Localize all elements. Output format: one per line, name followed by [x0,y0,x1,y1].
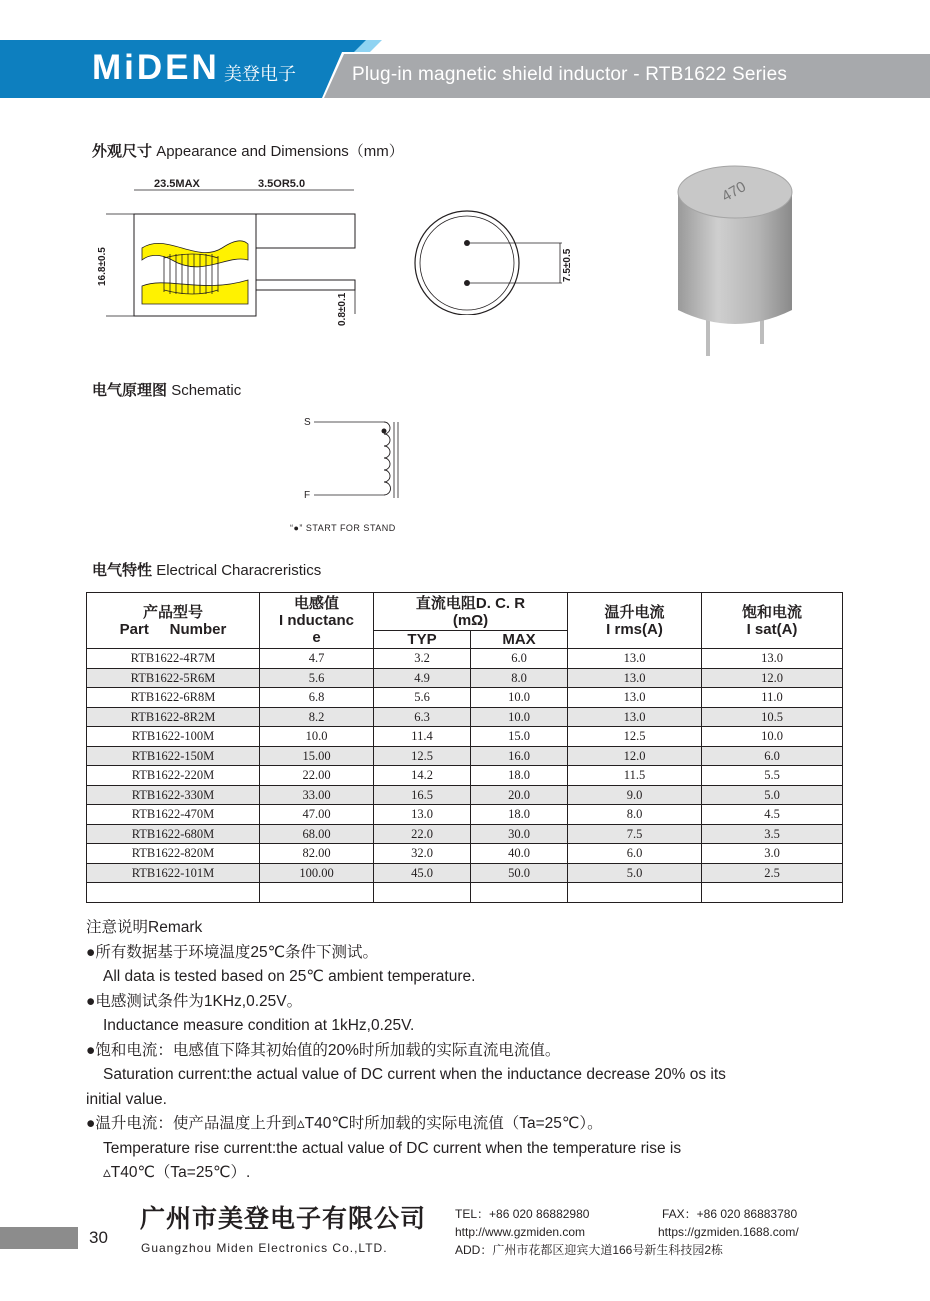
table-cell [702,883,843,903]
table-row [87,766,843,786]
col-isat: 饱和电流 I sat(A) [702,593,843,649]
table-cell: RTB1622-4R7M [87,649,260,669]
remark-1-cn: ●所有数据基于环境温度25℃条件下测试。 [86,943,379,961]
table-row [87,785,843,805]
table-cell: 13.0 [568,707,702,727]
table-cell: 10.0 [471,707,568,727]
table-cell: 32.0 [374,844,471,864]
table-cell: 6.0 [702,746,843,766]
col-dcr-typ: TYP [374,631,471,649]
schematic-finish-label: F [304,490,311,501]
product-photo [660,160,810,360]
table-cell: 13.0 [374,805,471,825]
product-marking: 470 [718,178,750,206]
table-cell: 8.0 [568,805,702,825]
contact-web[interactable]: http://www.gzmiden.com [455,1225,586,1239]
table-cell: RTB1622-8R2M [87,707,260,727]
table-cell: 18.0 [471,766,568,786]
table-cell: 10.5 [702,707,843,727]
section-schematic-heading: 电气原理图 Schematic [92,382,242,399]
electrical-characteristics-table [86,592,843,903]
table-cell: 11.5 [568,766,702,786]
table-cell: RTB1622-220M [87,766,260,786]
table-cell: RTB1622-100M [87,727,260,747]
contact-web-1688[interactable]: https://gzmiden.1688.com/ [658,1225,799,1239]
table-cell: 4.7 [260,649,374,669]
contact-address: ADD：广州市花都区迎宾大道166号新生科技园2栋 [455,1243,724,1257]
table-row [87,727,843,747]
table-cell: 40.0 [471,844,568,864]
table-cell: 5.5 [702,766,843,786]
page-title: Plug-in magnetic shield inductor - RTB1622 Series [352,64,788,85]
table-cell: 68.00 [260,824,374,844]
table-cell: 13.0 [568,688,702,708]
table-cell: 33.00 [260,785,374,805]
col-dcr-max: MAX [471,631,568,649]
side-view-drawing [92,168,392,333]
table-row [87,668,843,688]
remark-3-en: Saturation current:the actual value of DC current when the inductance decrease 20% os its [103,1066,726,1083]
table-cell: 5.0 [702,785,843,805]
table-cell [260,883,374,903]
remarks-block [86,916,846,1186]
schematic-note: “●” START FOR STAND [290,523,396,533]
table-cell: 82.00 [260,844,374,864]
remark-4-en-cont: ▵T40℃（Ta=25℃）. [103,1164,251,1181]
table-cell: 20.0 [471,785,568,805]
table-row [87,844,843,864]
table-cell [374,883,471,903]
table-cell: 13.0 [568,649,702,669]
table-cell [568,883,702,903]
dim-height: 16.8±0.5 [97,247,108,286]
table-cell: 6.0 [471,649,568,669]
table-row [87,824,843,844]
table-row [87,883,843,903]
table-cell [471,883,568,903]
remark-2-cn: ●电感测试条件为1KHz,0.25V。 [86,992,303,1010]
remark-2-en: Inductance measure condition at 1kHz,0.25V. [103,1017,415,1034]
remark-1-en: All data is tested based on 25℃ ambient temperature. [103,968,476,985]
table-cell: 15.00 [260,746,374,766]
table-cell: 10.0 [260,727,374,747]
col-irms: 温升电流 I rms(A) [568,593,702,649]
contact-fax: FAX：+86 020 86883780 [662,1207,798,1221]
table-cell: 5.6 [260,668,374,688]
company-name-en: Guangzhou Miden Electronics Co.,LTD. [141,1241,388,1255]
contact-tel: TEL：+86 020 86882980 [455,1207,590,1221]
dim-pin-dia: 0.8±0.1 [337,292,348,326]
brand-cn: 美登电子 [224,64,296,84]
col-dcr: 直流电阻D. C. R (mΩ) [374,593,568,631]
remark-3-en-cont: initial value. [86,1090,167,1108]
remark-4-cn: ●温升电流：使产品温度上升到▵T40℃时所加载的实际电流值（Ta=25℃）。 [86,1115,603,1132]
table-cell: 18.0 [471,805,568,825]
table-cell: 50.0 [471,863,568,883]
dim-pitch: 7.5±0.5 [562,248,573,282]
col-inductance: 电感值 I nductanc e [260,593,374,649]
table-cell: 10.0 [702,727,843,747]
table-cell: 14.2 [374,766,471,786]
page-number-bar [0,1227,78,1249]
dim-lead-spacing: 3.5OR5.0 [258,178,306,190]
schematic-start-label: S [304,417,311,428]
table-cell: 100.00 [260,863,374,883]
table-cell: 13.0 [568,668,702,688]
table-cell: RTB1622-470M [87,805,260,825]
table-cell: 13.0 [702,649,843,669]
bottom-view-drawing [410,210,580,315]
company-name-cn: 广州市美登电子有限公司 [140,1205,427,1233]
section-appearance-heading: 外观尺寸 Appearance and Dimensions（mm） [92,143,404,160]
table-cell: 15.0 [471,727,568,747]
remarks-title: 注意说明Remark [86,919,203,936]
table-cell: 47.00 [260,805,374,825]
table-cell: 6.0 [568,844,702,864]
table-cell: RTB1622-5R6M [87,668,260,688]
table-cell: 9.0 [568,785,702,805]
table-cell: 11.4 [374,727,471,747]
table-cell: 16.5 [374,785,471,805]
table-cell: 8.2 [260,707,374,727]
table-cell: 30.0 [471,824,568,844]
table-cell: 6.3 [374,707,471,727]
table-cell: 12.0 [568,746,702,766]
table-cell: RTB1622-6R8M [87,688,260,708]
page-number: 30 [89,1228,108,1247]
table-cell: 12.5 [374,746,471,766]
table-cell: 5.0 [568,863,702,883]
table-row [87,649,843,669]
table-row [87,707,843,727]
table-row [87,688,843,708]
table-cell: 5.6 [374,688,471,708]
dim-width: 23.5MAX [154,178,200,190]
remark-3-cn: ●饱和电流：电感值下降其初始值的20%时所加载的实际直流电流值。 [86,1041,561,1059]
table-cell: 7.5 [568,824,702,844]
table-cell: 22.0 [374,824,471,844]
table-cell: 45.0 [374,863,471,883]
table-cell [87,883,260,903]
table-cell: RTB1622-680M [87,824,260,844]
table-cell: 12.5 [568,727,702,747]
table-cell: 16.0 [471,746,568,766]
table-cell: 8.0 [471,668,568,688]
table-cell: 3.2 [374,649,471,669]
table-cell: 3.0 [702,844,843,864]
table-cell: RTB1622-101M [87,863,260,883]
table-cell: 2.5 [702,863,843,883]
table-cell: 10.0 [471,688,568,708]
table-row [87,863,843,883]
table-cell: 12.0 [702,668,843,688]
table-cell: RTB1622-150M [87,746,260,766]
table-row [87,746,843,766]
schematic-diagram [290,410,430,538]
table-cell: 4.5 [702,805,843,825]
brand-logo: MiDEN [92,48,220,87]
table-cell: RTB1622-820M [87,844,260,864]
table-cell: 11.0 [702,688,843,708]
table-cell: 22.00 [260,766,374,786]
table-row [87,805,843,825]
col-part-number: 产品型号 Part Number [87,593,260,649]
table-cell: 4.9 [374,668,471,688]
table-cell: 6.8 [260,688,374,708]
remark-4-en: Temperature rise current:the actual value of DC current when the temperature rise is [103,1139,682,1157]
section-electrical-heading: 电气特性 Electrical Characreristics [92,562,322,579]
table-cell: 3.5 [702,824,843,844]
table-cell: RTB1622-330M [87,785,260,805]
